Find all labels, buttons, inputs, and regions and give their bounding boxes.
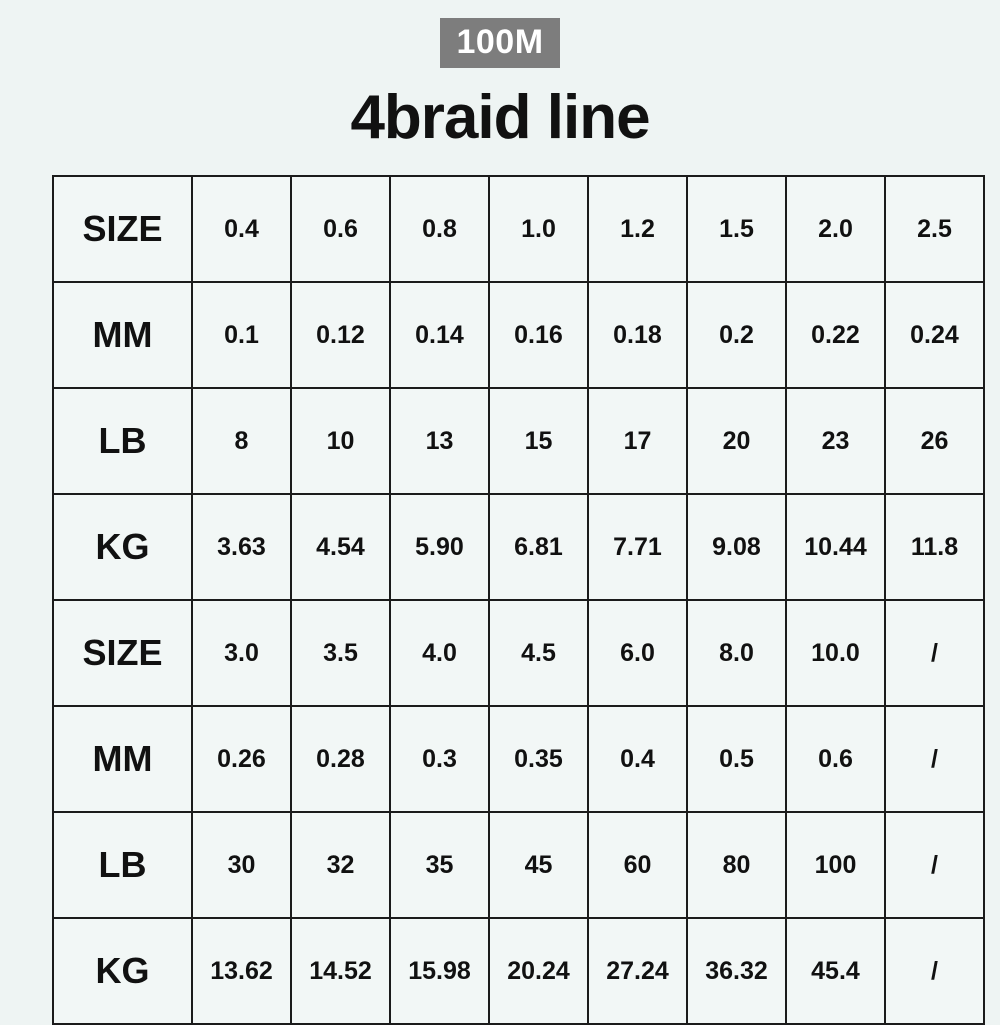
table-cell: 10.44 [786,494,885,600]
spec-table-wrapper [52,175,959,1025]
table-cell: 100 [786,812,885,918]
table-cell: 13.62 [192,918,291,1024]
table-cell: 11.8 [885,494,984,600]
table-cell: 0.8 [390,176,489,282]
table-row [53,388,984,494]
table-row [53,706,984,812]
table-cell: 13 [390,388,489,494]
table-cell: 5.90 [390,494,489,600]
table-cell: 60 [588,812,687,918]
table-cell: 4.5 [489,600,588,706]
table-cell: 35 [390,812,489,918]
table-cell: 10 [291,388,390,494]
table-cell: 8.0 [687,600,786,706]
table-cell: 32 [291,812,390,918]
table-cell: 8 [192,388,291,494]
row-label: LB [53,812,192,918]
table-row [53,282,984,388]
table-cell: 10.0 [786,600,885,706]
length-badge: 100M [440,18,559,68]
table-cell: / [885,812,984,918]
table-cell: 2.0 [786,176,885,282]
table-cell: 2.5 [885,176,984,282]
table-cell: 3.5 [291,600,390,706]
table-cell: 15.98 [390,918,489,1024]
row-label: KG [53,918,192,1024]
table-cell: 0.35 [489,706,588,812]
table-cell: 0.1 [192,282,291,388]
table-cell: 36.32 [687,918,786,1024]
table-cell: / [885,918,984,1024]
table-cell: 0.24 [885,282,984,388]
table-cell: / [885,600,984,706]
table-cell: 45.4 [786,918,885,1024]
table-cell: 6.0 [588,600,687,706]
table-cell: 0.14 [390,282,489,388]
table-cell: 0.18 [588,282,687,388]
table-cell: 20 [687,388,786,494]
table-cell: 0.16 [489,282,588,388]
table-cell: 9.08 [687,494,786,600]
table-cell: 0.12 [291,282,390,388]
table-cell: 0.4 [192,176,291,282]
spec-table-body [53,176,984,1024]
row-label: SIZE [53,176,192,282]
table-cell: 20.24 [489,918,588,1024]
table-cell: 7.71 [588,494,687,600]
badge-row [0,0,1000,68]
table-cell: 4.0 [390,600,489,706]
table-row [53,600,984,706]
table-cell: 0.22 [786,282,885,388]
row-label: KG [53,494,192,600]
table-cell: 27.24 [588,918,687,1024]
table-cell: 23 [786,388,885,494]
table-row [53,176,984,282]
table-cell: 1.2 [588,176,687,282]
table-cell: 0.3 [390,706,489,812]
table-cell: 0.6 [786,706,885,812]
table-cell: 15 [489,388,588,494]
table-row [53,918,984,1024]
table-cell: 17 [588,388,687,494]
row-label: SIZE [53,600,192,706]
table-cell: 26 [885,388,984,494]
table-cell: 3.0 [192,600,291,706]
table-cell: 0.4 [588,706,687,812]
page-title: 4braid line [350,83,650,152]
table-cell: 0.2 [687,282,786,388]
table-cell: 6.81 [489,494,588,600]
table-cell: 30 [192,812,291,918]
row-label: MM [53,282,192,388]
table-cell: 0.6 [291,176,390,282]
table-cell: 4.54 [291,494,390,600]
table-cell: 1.5 [687,176,786,282]
row-label: MM [53,706,192,812]
row-label: LB [53,388,192,494]
table-cell: 0.28 [291,706,390,812]
table-cell: 1.0 [489,176,588,282]
table-cell: 45 [489,812,588,918]
spec-table [52,175,985,1025]
table-cell: / [885,706,984,812]
table-row [53,494,984,600]
table-cell: 14.52 [291,918,390,1024]
table-cell: 0.5 [687,706,786,812]
table-row [53,812,984,918]
table-cell: 3.63 [192,494,291,600]
table-cell: 80 [687,812,786,918]
table-cell: 0.26 [192,706,291,812]
